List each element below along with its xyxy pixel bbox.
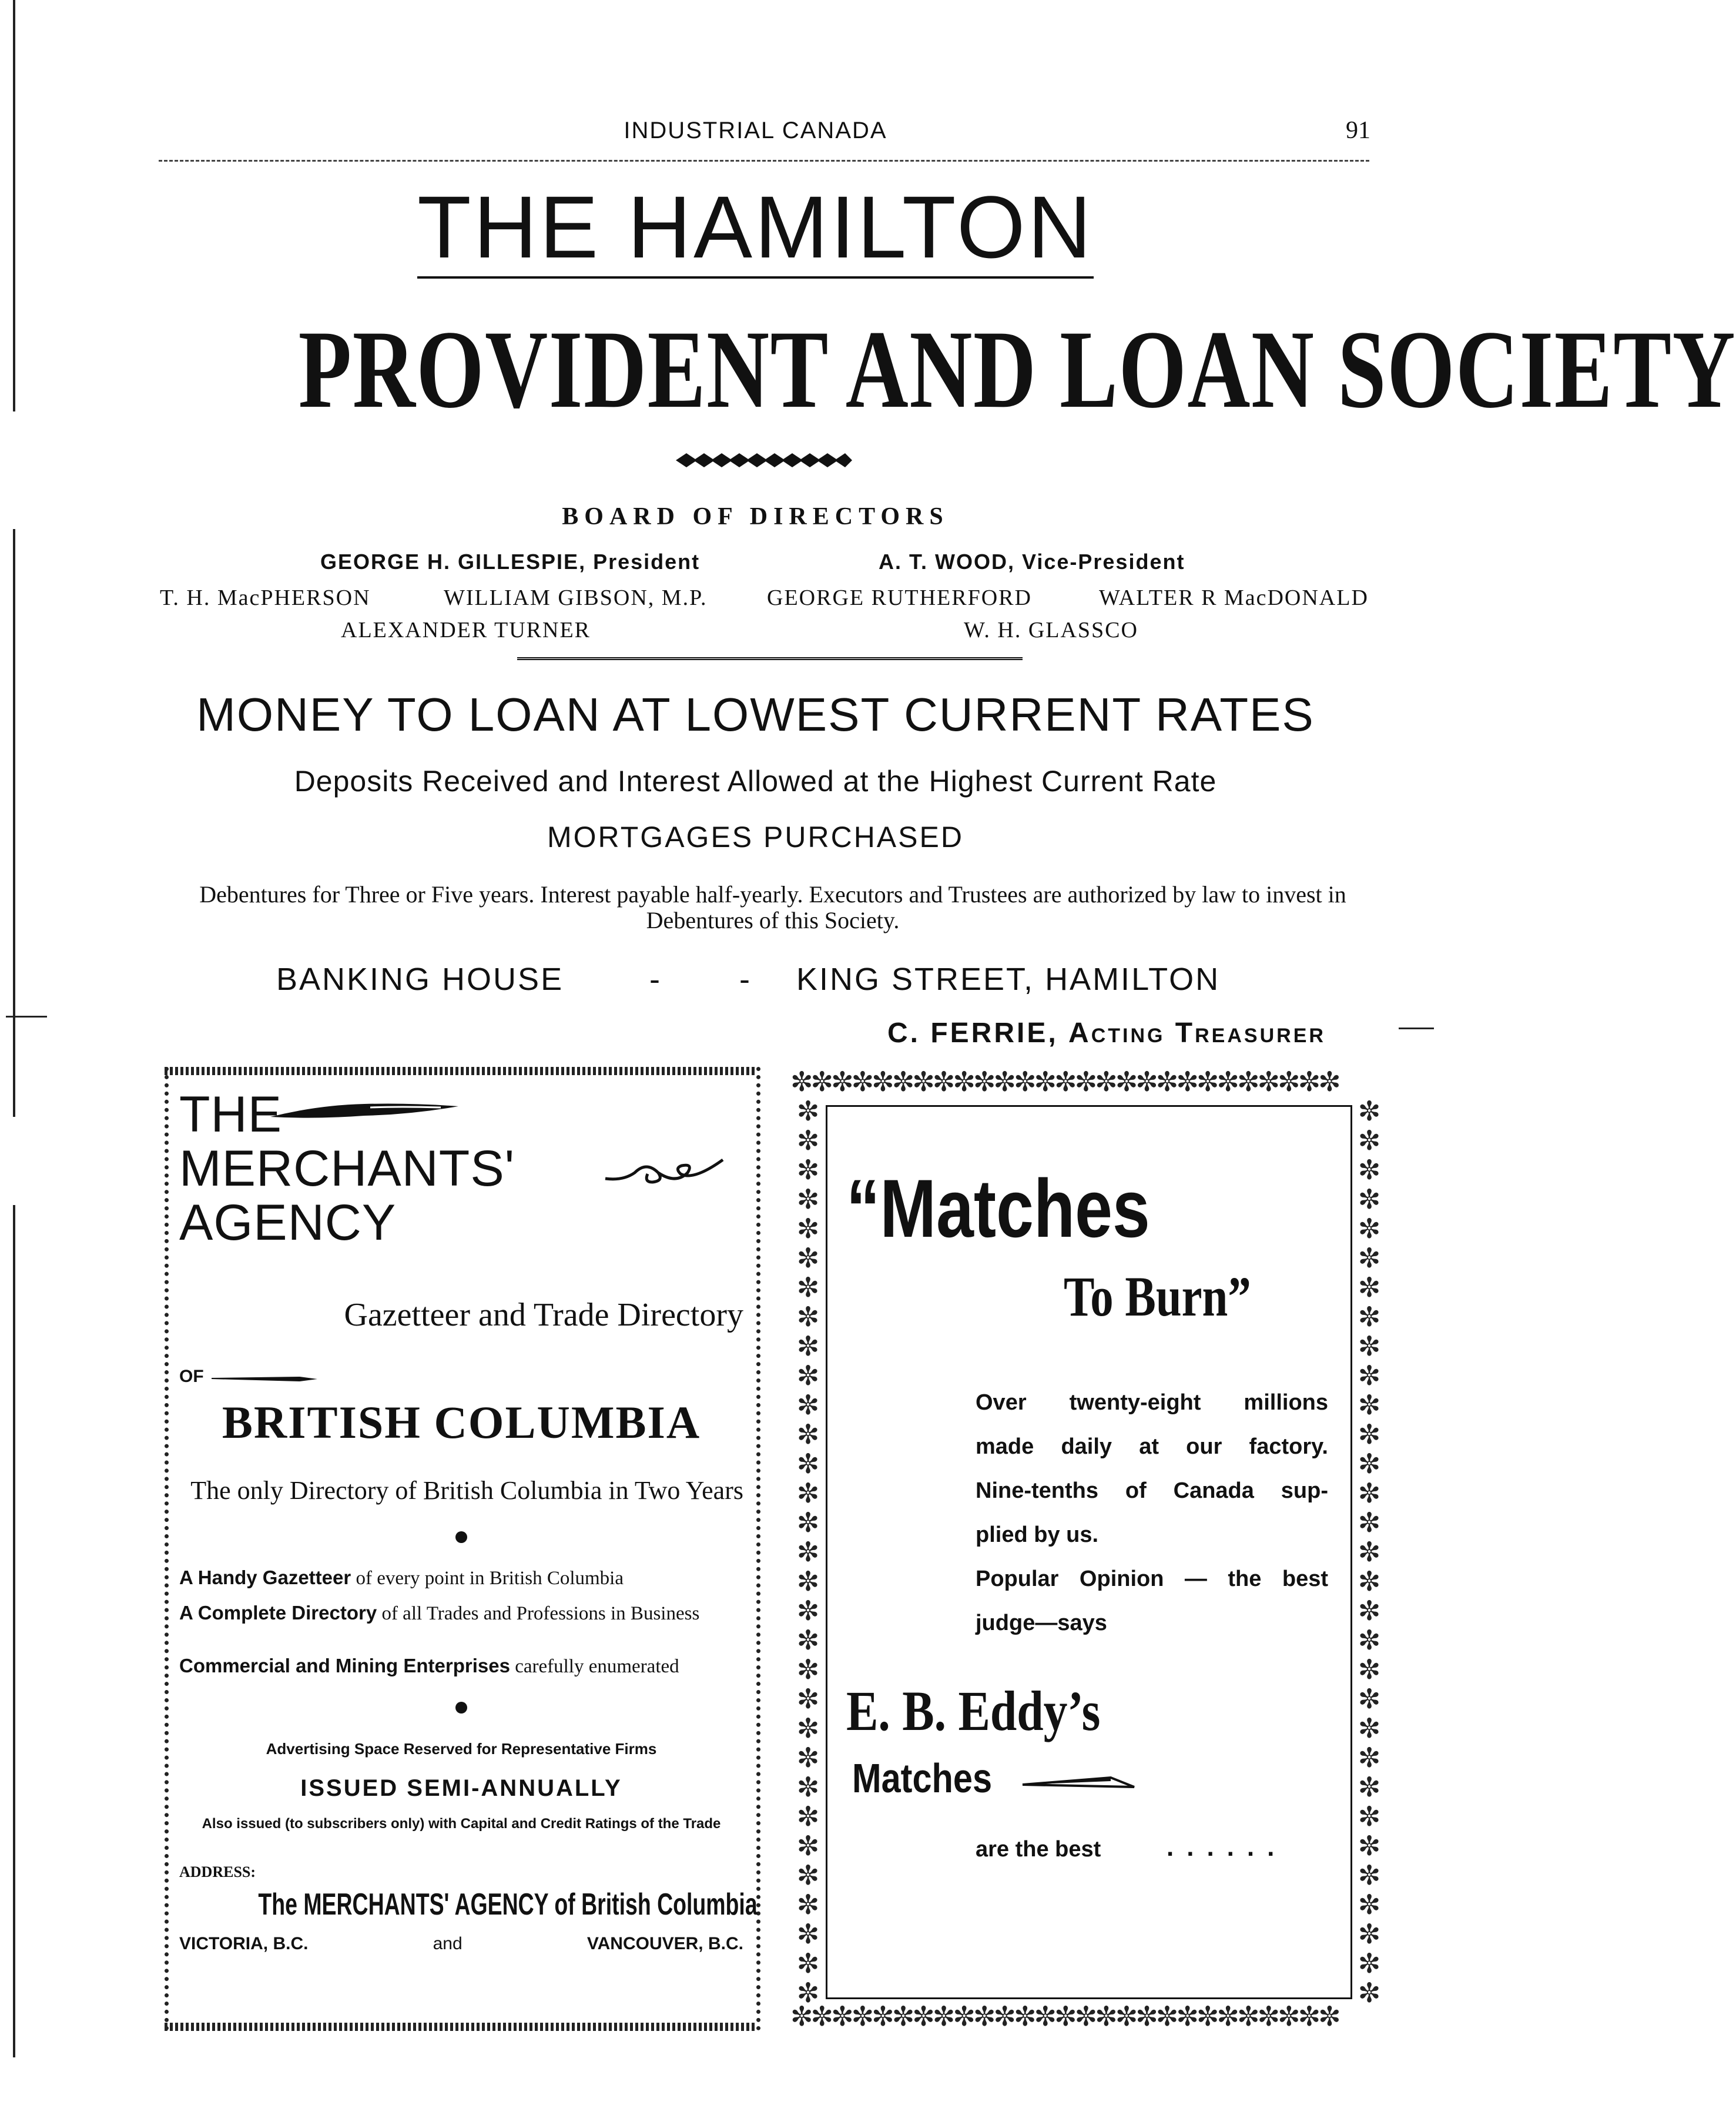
city-victoria: VICTORIA, B.C. (179, 1934, 309, 1953)
hamilton-title-text: THE HAMILTON (417, 178, 1094, 279)
matches-body-line: made daily at our factory. (976, 1434, 1328, 1459)
merchants-title-line: MERCHANTS' (179, 1140, 515, 1197)
only-directory-line: The only Directory of British Columbia in Two Years (190, 1476, 743, 1505)
of-label: OF (179, 1367, 204, 1386)
match-stick-icon (1023, 1769, 1134, 1793)
cities-line (179, 1934, 743, 1954)
also-issued-line: Also issued (to subscribers only) with Capital and Credit Ratings of the Trade (202, 1816, 721, 1832)
bullet-dot (455, 1531, 467, 1543)
matches-tagline: are the best (976, 1837, 1101, 1862)
header-rule (159, 160, 1369, 162)
feature-rest: carefully enumerated (510, 1656, 679, 1677)
debentures-paragraph: Debentures for Three or Five years. Interest payable half-yearly. Executors and Trustees are authorized by law to invest in Debentures of this Society. (199, 881, 1346, 933)
matches-product: Matches (852, 1755, 993, 1801)
feature-rest: of all Trades and Professions in Business (377, 1603, 700, 1624)
feature-bold: A Complete Directory (179, 1602, 377, 1624)
director-name: W. H. GLASSCO (964, 618, 1138, 642)
mortgages-line: MORTGAGES PURCHASED (547, 821, 964, 854)
matches-tagline-dots: ...... (1167, 1833, 1288, 1862)
hamilton-title (0, 176, 1511, 278)
treasurer-name: C. FERRIE, (887, 1018, 1058, 1049)
merchants-title-line: AGENCY (179, 1194, 397, 1251)
british-columbia-title: BRITISH COLUMBIA (222, 1397, 701, 1448)
banking-house-label: BANKING HOUSE (276, 962, 564, 997)
pointer-rule-icon (212, 1371, 317, 1383)
banking-house-address: KING STREET, HAMILTON (796, 962, 1221, 997)
page-number: 91 (1346, 117, 1370, 144)
advertising-line: Advertising Space Reserved for Representative Firms (266, 1740, 657, 1758)
director-president: GEORGE H. GILLESPIE, President (320, 550, 701, 574)
city-vancouver: VANCOUVER, B.C. (587, 1934, 743, 1953)
scan-edge-mark (6, 1016, 47, 1018)
star-border-left: ✼✼✼✼✼✼✼✼✼✼✼✼✼✼✼✼✼✼✼✼✼✼✼✼✼✼✼✼✼✼✼ (796, 1095, 820, 2009)
director-name: T. H. MacPHERSON (160, 585, 371, 610)
matches-body-line: Over twenty-eight millions (976, 1390, 1328, 1415)
bullet-dot (455, 1702, 467, 1714)
director-name: WALTER R MacDONALD (1099, 585, 1369, 610)
treasurer-line (887, 1017, 1326, 1049)
feature-line (179, 1567, 624, 1589)
hamilton-society-title: PROVIDENT AND LOAN SOCIETY (298, 308, 1736, 431)
star-border-bottom: ✼✼✼✼✼✼✼✼✼✼✼✼✼✼✼✼✼✼✼✼✼✼✼✼✼✼✼ (790, 2000, 1339, 2032)
banking-house-dashes: - - (649, 962, 785, 997)
matches-body-line: judge—says (976, 1611, 1107, 1635)
gazetteer-line: Gazetteer and Trade Directory (344, 1297, 743, 1333)
deposits-line: Deposits Received and Interest Allowed at the Highest Current Rate (294, 765, 1217, 798)
merchants-firm-name: The MERCHANTS' AGENCY of British Columbia (258, 1888, 758, 1922)
director-name: ALEXANDER TURNER (341, 618, 591, 642)
matches-subtitle: To Burn” (1064, 1265, 1251, 1328)
section-rule (517, 657, 1023, 662)
quill-flourish-icon (270, 1099, 458, 1123)
feature-rest: of every point in British Columbia (351, 1568, 624, 1589)
director-name: GEORGE RUTHERFORD (767, 585, 1032, 610)
matches-body-line: Nine-tenths of Canada sup- (976, 1478, 1328, 1503)
star-border-right: ✼✼✼✼✼✼✼✼✼✼✼✼✼✼✼✼✼✼✼✼✼✼✼✼✼✼✼✼✼✼✼ (1358, 1095, 1381, 2009)
matches-title: “Matches (846, 1162, 1150, 1254)
feature-line (179, 1655, 679, 1678)
issued-line: ISSUED SEMI-ANNUALLY (300, 1775, 622, 1801)
feature-bold: A Handy Gazetteer (179, 1567, 351, 1588)
merchants-title-line: THE (179, 1086, 282, 1143)
and-word: and (433, 1934, 463, 1953)
matches-body-line: plied by us. (976, 1522, 1099, 1547)
eddy-brand: E. B. Eddy’s (846, 1679, 1101, 1742)
treasurer-title: Acting Treasurer (1068, 1018, 1326, 1049)
director-name: WILLIAM GIBSON, M.P. (444, 585, 708, 610)
board-heading: BOARD OF DIRECTORS (562, 503, 949, 530)
address-label: ADDRESS: (179, 1863, 256, 1880)
ornament-divider-icon (676, 450, 852, 471)
running-head: INDUSTRIAL CANADA (624, 118, 887, 143)
star-border-top: ✼✼✼✼✼✼✼✼✼✼✼✼✼✼✼✼✼✼✼✼✼✼✼✼✼✼✼ (790, 1066, 1339, 1097)
scan-edge-mark (1399, 1028, 1434, 1029)
scan-edge-mark (13, 1205, 15, 2057)
matches-body-line: Popular Opinion — the best (976, 1567, 1328, 1591)
feature-bold: Commercial and Mining Enterprises (179, 1655, 510, 1676)
director-vice-president: A. T. WOOD, Vice-President (879, 550, 1185, 574)
money-headline: MONEY TO LOAN AT LOWEST CURRENT RATES (196, 688, 1315, 741)
scroll-flourish-icon (605, 1155, 723, 1190)
feature-line (179, 1602, 743, 1625)
